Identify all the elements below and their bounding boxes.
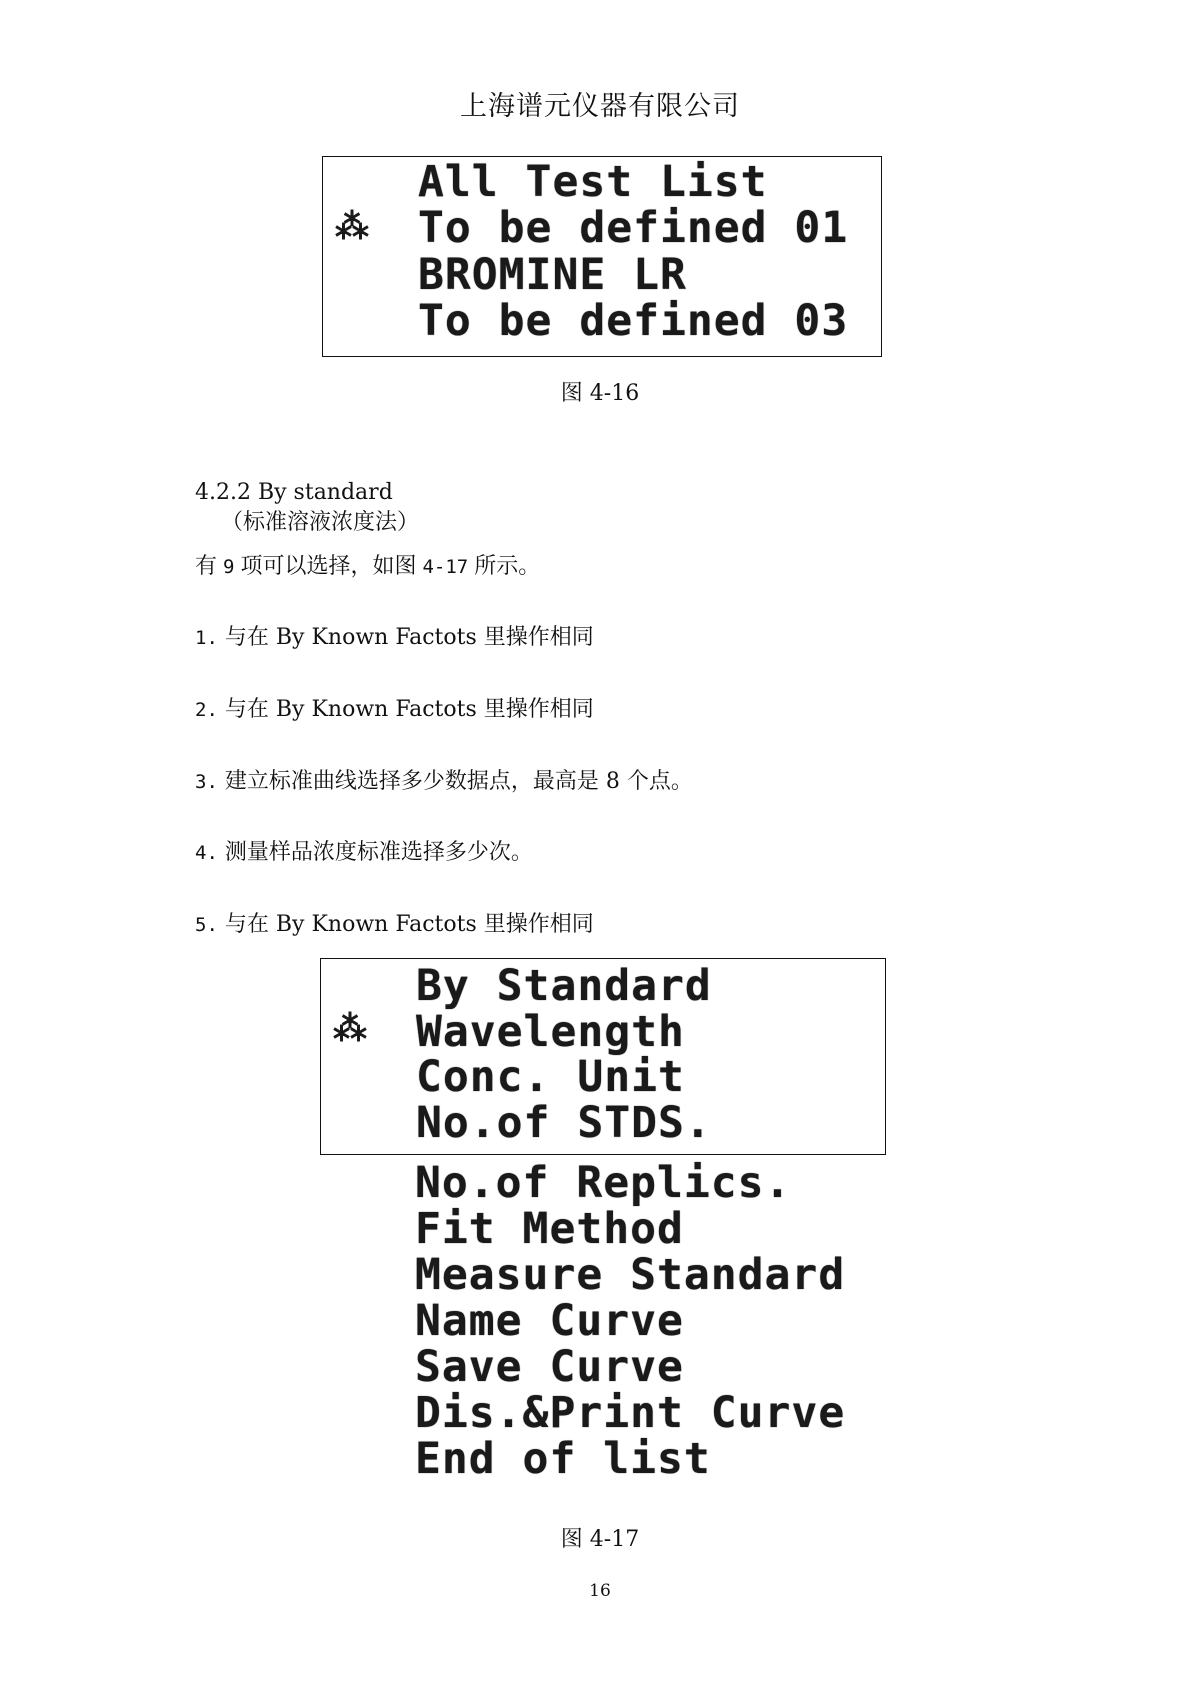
intro-text: 有: [195, 554, 218, 579]
list-number: 4.: [195, 842, 218, 864]
selection-marker-icon: ⁂: [335, 207, 369, 247]
lcd-line: Conc. Unit: [416, 1052, 685, 1102]
list-item: [181, 810, 533, 866]
list-text: 测量样品浓度标准选择多少次。: [224, 840, 533, 865]
page-number: 16: [589, 1581, 611, 1601]
section-title-note: （标准溶液浓度法）: [221, 510, 420, 535]
list-text: 与在 By Known Factots 里操作相同: [224, 912, 594, 937]
list-text: 与在 By Known Factots 里操作相同: [224, 697, 594, 722]
lcd-line: End of list: [415, 1434, 711, 1484]
section-title: 4.2.2 By standard: [195, 480, 393, 505]
lcd-line: No.of STDS.: [416, 1098, 712, 1148]
list-number: 3.: [195, 771, 218, 793]
lcd-line: Dis.&Print Curve: [415, 1388, 846, 1438]
company-header: 上海谱元仪器有限公司: [460, 91, 740, 122]
figure-caption: 图 4-17: [560, 1527, 640, 1552]
intro-text: 所示。: [474, 554, 541, 579]
lcd-line-title: By Standard: [416, 961, 712, 1011]
intro-paragraph: [181, 524, 540, 580]
list-text: 与在 By Known Factots 里操作相同: [224, 625, 594, 650]
lcd-line: No.of Replics.: [415, 1158, 792, 1208]
lcd-line-selected: To be defined 01: [418, 203, 849, 253]
lcd-line: BROMINE LR: [418, 250, 687, 300]
lcd-screen-by-standard: [320, 958, 886, 1155]
lcd-line: Measure Standard: [415, 1250, 846, 1300]
list-number: 2.: [195, 699, 218, 721]
list-item: [181, 595, 594, 651]
lcd-line-selected: Wavelength: [416, 1007, 685, 1057]
list-text: 建立标准曲线选择多少数据点，最高是 8 个点。: [224, 769, 693, 794]
lcd-line: Name Curve: [415, 1296, 684, 1346]
list-item: [181, 667, 594, 723]
list-item: [181, 739, 693, 795]
intro-text: 项可以选择，如图: [240, 554, 417, 579]
list-number: 1.: [195, 627, 218, 649]
list-number: 5.: [195, 914, 218, 936]
lcd-line-title: All Test List: [418, 157, 768, 207]
selection-marker-icon: ⁂: [333, 1009, 367, 1049]
list-item: [181, 882, 594, 938]
lcd-screen-all-test-list: [322, 156, 882, 357]
intro-number: 9: [223, 556, 235, 578]
lcd-line: Fit Method: [415, 1204, 684, 1254]
lcd-line: To be defined 03: [418, 296, 849, 346]
figure-caption: 图 4-16: [560, 381, 640, 406]
figure-reference: 4-17: [422, 556, 469, 578]
lcd-line: Save Curve: [415, 1342, 684, 1392]
